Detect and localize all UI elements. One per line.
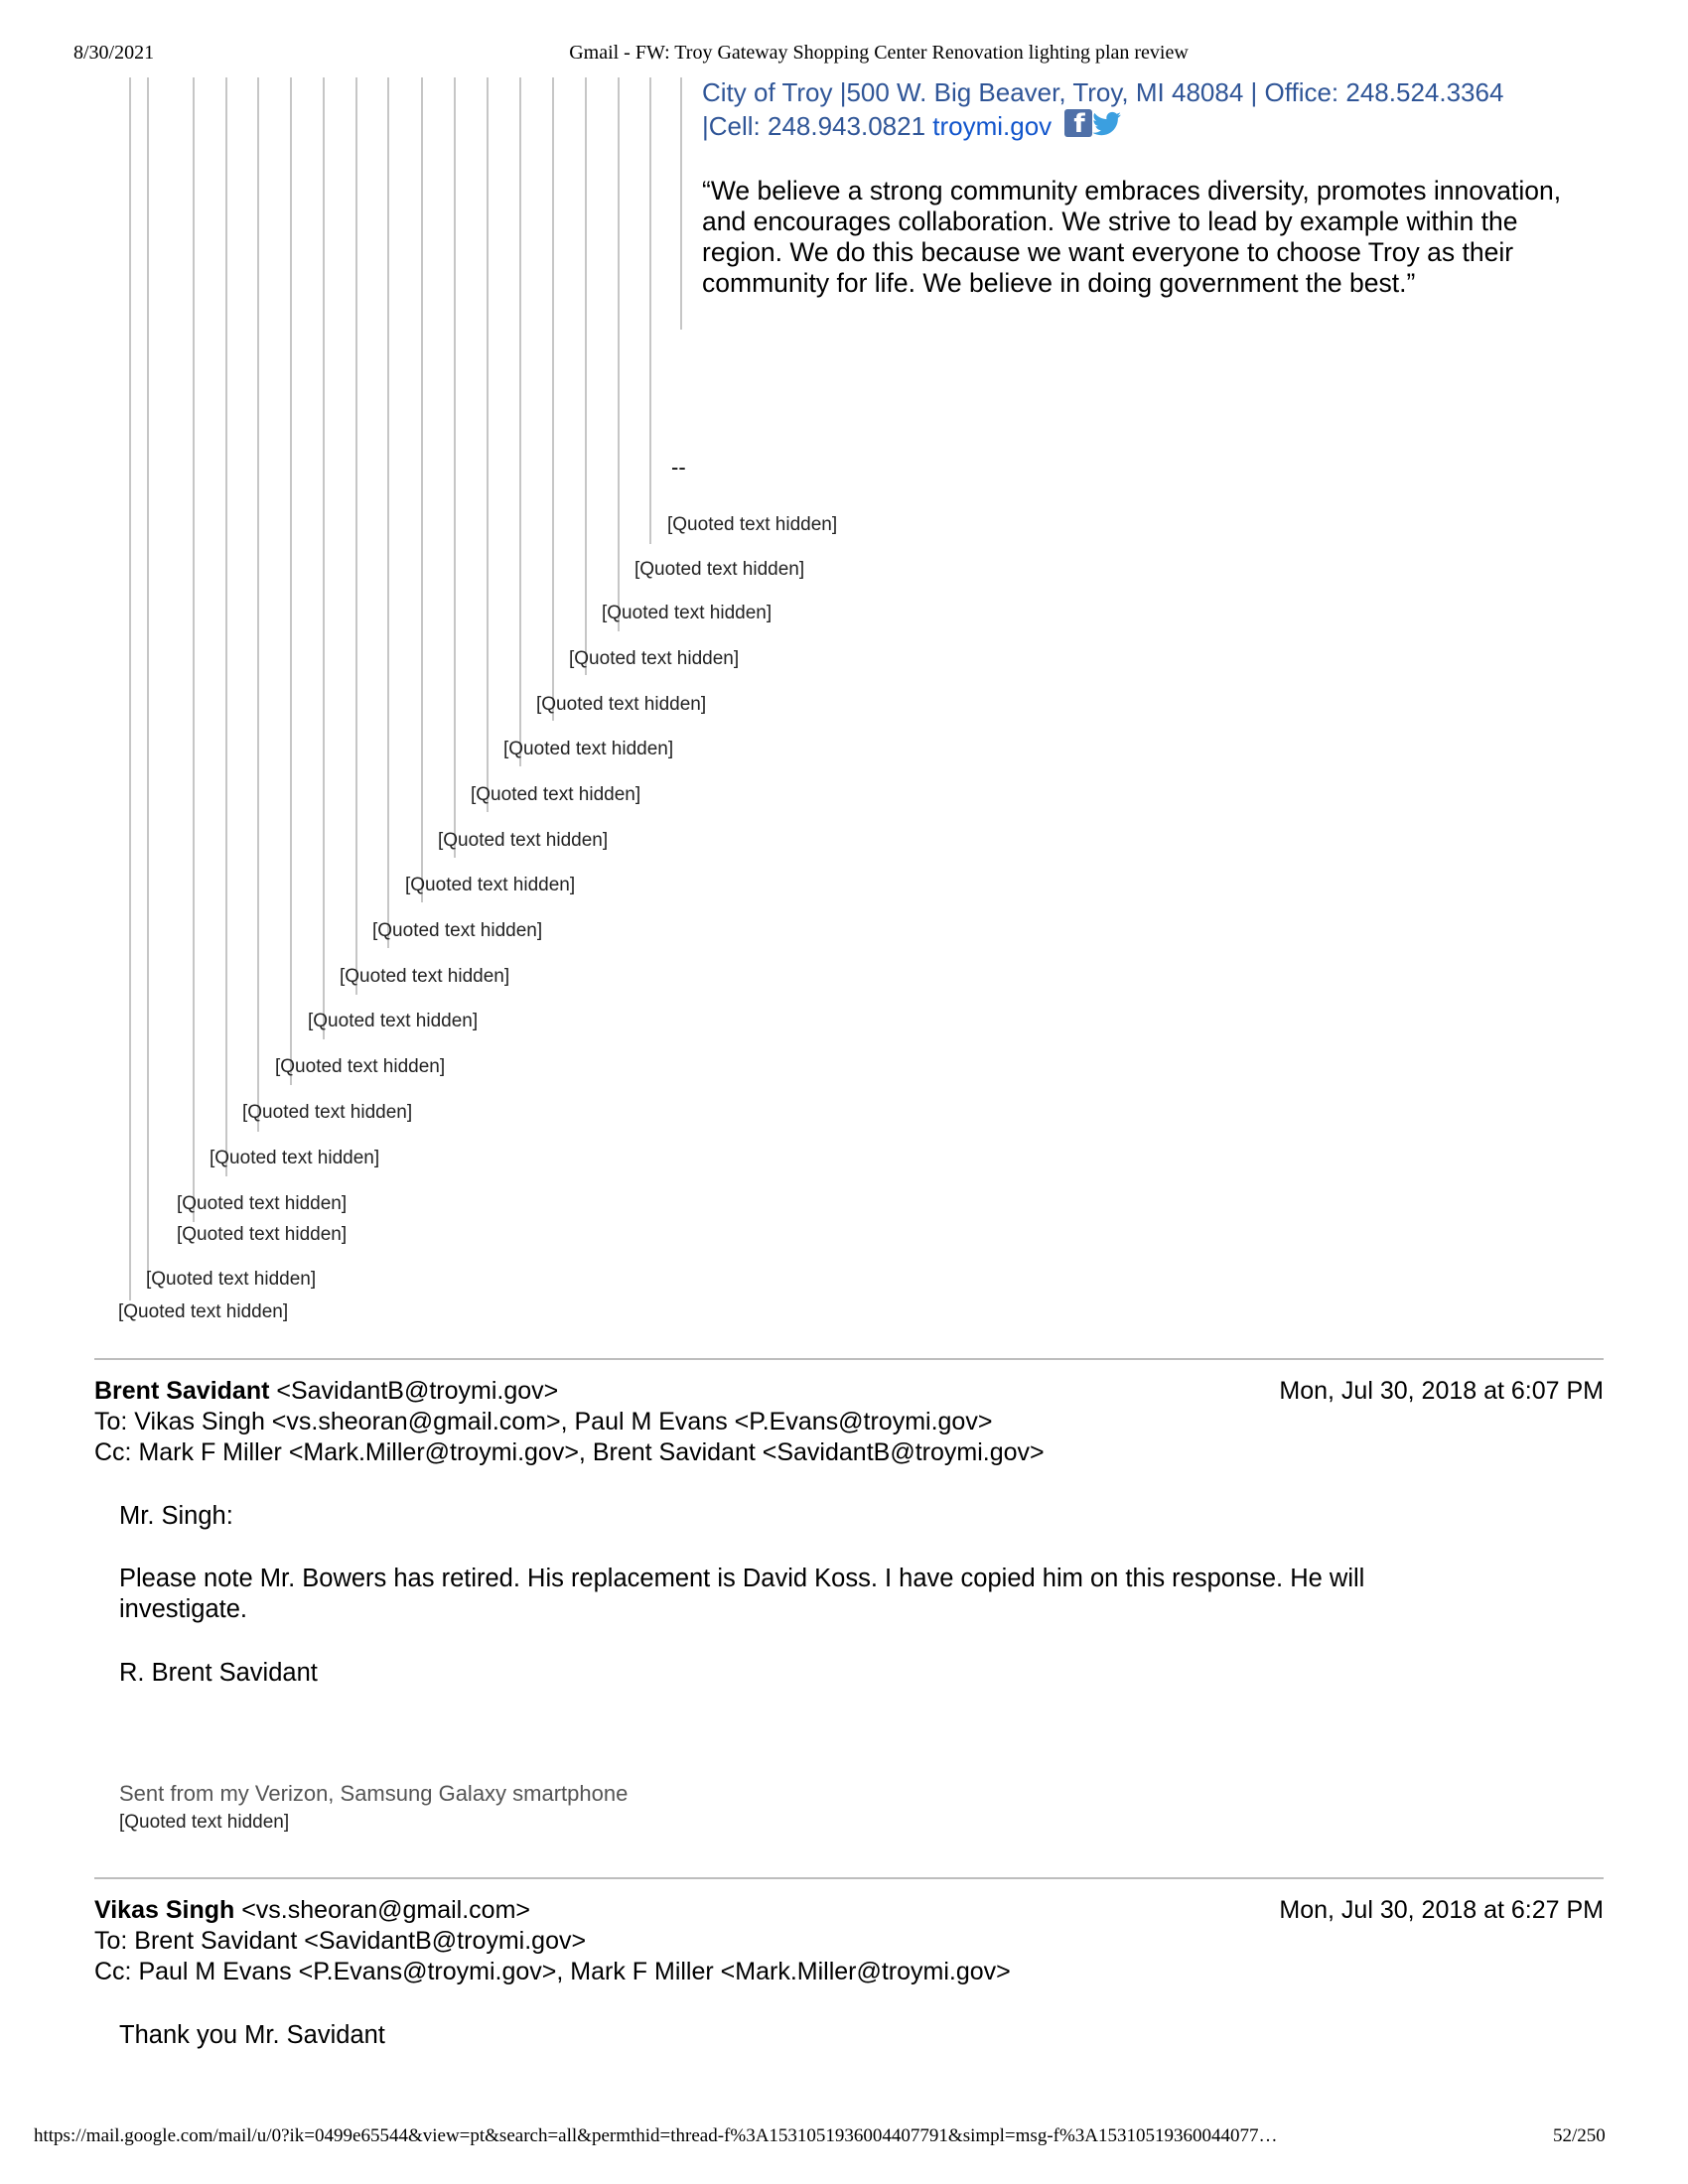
quote-border-line	[387, 77, 389, 948]
message-2-body: Thank you Mr. Savidant	[119, 2021, 385, 2049]
quoted-text-hidden[interactable]: [Quoted text hidden]	[405, 875, 576, 895]
message-1-to: To: Vikas Singh <vs.sheoran@gmail.com>, Paul M Evans <P.Evans@troymi.gov>	[94, 1408, 993, 1435]
quote-border-line	[454, 77, 456, 858]
sender-name: Vikas Singh	[94, 1896, 235, 1924]
quoted-text-hidden[interactable]: [Quoted text hidden]	[503, 739, 674, 759]
quote-border-line	[290, 77, 292, 1085]
message-1-from	[94, 1376, 558, 1407]
print-url: https://mail.google.com/mail/u/0?ik=0499e65544&view=pt&search=all&permthid=thread-f%3A1531051936004407791&simpl=msg-f%3A15310519360044077…	[34, 2125, 1278, 2146]
twitter-icon[interactable]	[1092, 111, 1122, 137]
facebook-icon[interactable]	[1064, 109, 1092, 137]
quoted-text-hidden[interactable]: [Quoted text hidden]	[308, 1011, 479, 1031]
quoted-text-hidden[interactable]: [Quoted text hidden]	[438, 830, 609, 851]
city-motto-quote: “We believe a strong community embraces diversity, promotes innovation, and encourages collaboration. We strive to lead by example within the region. We do this because we want everyone to choose Troy as their community for life. We believe in doing government the best.”	[702, 176, 1562, 298]
message-2-date: Mon, Jul 30, 2018 at 6:27 PM	[1279, 1896, 1604, 1924]
quote-border-line	[649, 77, 651, 544]
quote-border-line	[257, 77, 259, 1132]
message-1-signoff: R. Brent Savidant	[119, 1659, 318, 1687]
quote-border-line	[519, 77, 521, 766]
print-title: Gmail - FW: Troy Gateway Shopping Center Renovation lighting plan review	[569, 42, 1189, 64]
message-1-cc: Cc: Mark F Miller <Mark.Miller@troymi.gov>, Brent Savidant <SavidantB@troymi.gov>	[94, 1438, 1045, 1466]
message-1-sent-from: Sent from my Verizon, Samsung Galaxy smartphone	[119, 1781, 629, 1806]
print-date: 8/30/2021	[73, 42, 155, 64]
message-1-quoted-hidden[interactable]: [Quoted text hidden]	[119, 1812, 290, 1833]
quoted-text-hidden[interactable]: [Quoted text hidden]	[242, 1102, 413, 1123]
message-2-from	[94, 1895, 530, 1926]
quoted-text-hidden[interactable]: [Quoted text hidden]	[177, 1224, 348, 1245]
quote-border-line	[147, 77, 149, 1273]
quote-border-line	[129, 77, 131, 1300]
page-number: 52/250	[1553, 2125, 1606, 2146]
message-2-cc: Cc: Paul M Evans <P.Evans@troymi.gov>, Mark F Miller <Mark.Miller@troymi.gov>	[94, 1958, 1011, 1985]
quoted-text-hidden[interactable]: [Quoted text hidden]	[340, 966, 510, 987]
quoted-text-hidden[interactable]: [Quoted text hidden]	[118, 1301, 289, 1322]
sender-email: <vs.sheoran@gmail.com>	[234, 1896, 530, 1924]
quote-border-line	[585, 77, 587, 675]
quoted-text-hidden[interactable]: [Quoted text hidden]	[372, 920, 543, 941]
quoted-text-hidden[interactable]: [Quoted text hidden]	[177, 1193, 348, 1214]
quote-border-line	[618, 77, 620, 631]
quote-border-line	[225, 77, 227, 1176]
signature-address: City of Troy |500 W. Big Beaver, Troy, MI 48084 | Office: 248.524.3364	[702, 77, 1504, 107]
quoted-text-hidden[interactable]: [Quoted text hidden]	[210, 1148, 380, 1168]
quote-border-line	[193, 77, 195, 1222]
message-1-date: Mon, Jul 30, 2018 at 6:07 PM	[1279, 1377, 1604, 1405]
message-divider	[94, 1877, 1604, 1879]
message-2-to: To: Brent Savidant <SavidantB@troymi.gov>	[94, 1927, 587, 1955]
quote-border-line	[487, 77, 489, 812]
signature-separator: --	[671, 455, 686, 479]
troymi-link[interactable]: troymi.gov	[932, 111, 1053, 141]
message-divider	[94, 1358, 1604, 1360]
quoted-text-hidden[interactable]: [Quoted text hidden]	[602, 603, 773, 623]
quoted-text-hidden[interactable]: [Quoted text hidden]	[634, 559, 805, 580]
signature-contact	[702, 109, 1122, 142]
sender-email: <SavidantB@troymi.gov>	[269, 1377, 559, 1405]
message-1-paragraph: Please note Mr. Bowers has retired. His replacement is David Koss. I have copied him on this response. He will investigate.	[119, 1565, 1365, 1623]
quoted-text-hidden[interactable]: [Quoted text hidden]	[536, 694, 707, 715]
message-1-greeting: Mr. Singh:	[119, 1502, 233, 1530]
quoted-text-hidden[interactable]: [Quoted text hidden]	[146, 1269, 317, 1290]
quote-border-line	[355, 77, 357, 995]
quoted-text-hidden[interactable]: [Quoted text hidden]	[471, 784, 641, 805]
quoted-text-hidden[interactable]: [Quoted text hidden]	[667, 514, 838, 535]
quote-border-line	[323, 77, 325, 1039]
quote-border-line	[552, 77, 554, 721]
quote-border-line	[680, 77, 682, 330]
signature-cell: |Cell: 248.943.0821	[702, 111, 933, 141]
quote-border-line	[421, 77, 423, 902]
quoted-text-hidden[interactable]: [Quoted text hidden]	[569, 648, 740, 669]
sender-name: Brent Savidant	[94, 1377, 270, 1405]
quoted-text-hidden[interactable]: [Quoted text hidden]	[275, 1056, 446, 1077]
